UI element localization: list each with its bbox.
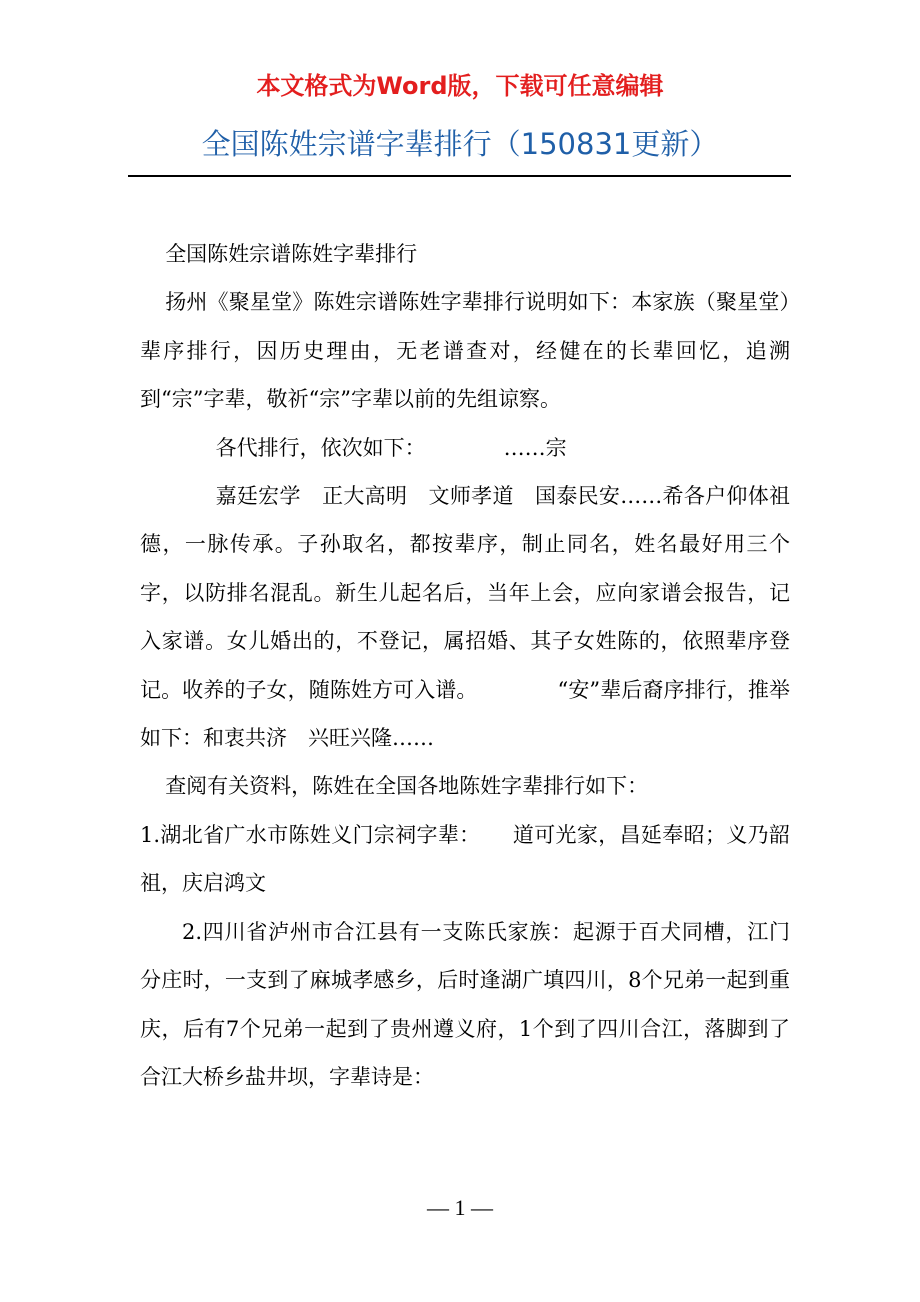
generations-text: 嘉廷宏学 正大高明 文师孝道 国泰民安……希各户仰体祖德，一脉传承。子孙取名，都按辈序，制止同名，姓名最好用三个字，以防排名混乱。新生儿起名后，当年上会，应向家谱会报告，记入家谱。女儿婚出的，不登记，属招婚、其子女姓陈的，依照辈序登记。收养的子女，随陈姓方可入谱。 [140,484,790,702]
format-notice: 本文格式为Word版，下载可任意编辑 [256,72,664,100]
item1-label: 1.湖北省广水市陈姓义门宗祠字辈： [140,822,481,847]
item1-paragraph [140,811,790,908]
after-an-label: “安”辈后裔序排行，推举如下： [140,677,790,751]
after-an-value: 和衷共济 兴旺兴隆…… [203,726,434,751]
item1-value: 道可光家，昌延奉昭；义乃韶祖，庆启鸿文 [140,822,790,896]
title-divider [128,175,791,177]
intro-paragraph: 扬州《聚星堂》陈姓宗谱陈姓字辈排行说明如下：本家族（聚星堂）辈序排行，因历史理由，无老谱查对，经健在的长辈回忆，追溯到“宗”字辈，敬祈“宗”字辈以前的先组谅察。 [140,290,790,412]
order-value: ……宗 [503,435,567,460]
document-title: 全国陈姓宗谱字辈排行（150831更新） [201,127,719,161]
document-body [140,230,790,1101]
survey-paragraph: 查阅有关资料，陈姓在全国各地陈姓字辈排行如下： [165,774,649,799]
page-number: — 1 — [427,1195,493,1220]
order-paragraph [140,424,790,472]
section-heading: 全国陈姓宗谱陈姓字辈排行 [165,242,418,266]
item2-paragraph: 2.四川省泸州市合江县有一支陈氏家族：起源于百犬同槽，江门分庄时，一支到了麻城孝感乡，后时逢湖广填四川，8个兄弟一起到重庆，后有7个兄弟一起到了贵州遵义府，1个到了四川合江，落脚到了合江大桥乡盐井坝，字辈诗是： [140,919,790,1089]
generations-paragraph [140,472,790,762]
order-label: 各代排行，依次如下： [215,435,426,460]
